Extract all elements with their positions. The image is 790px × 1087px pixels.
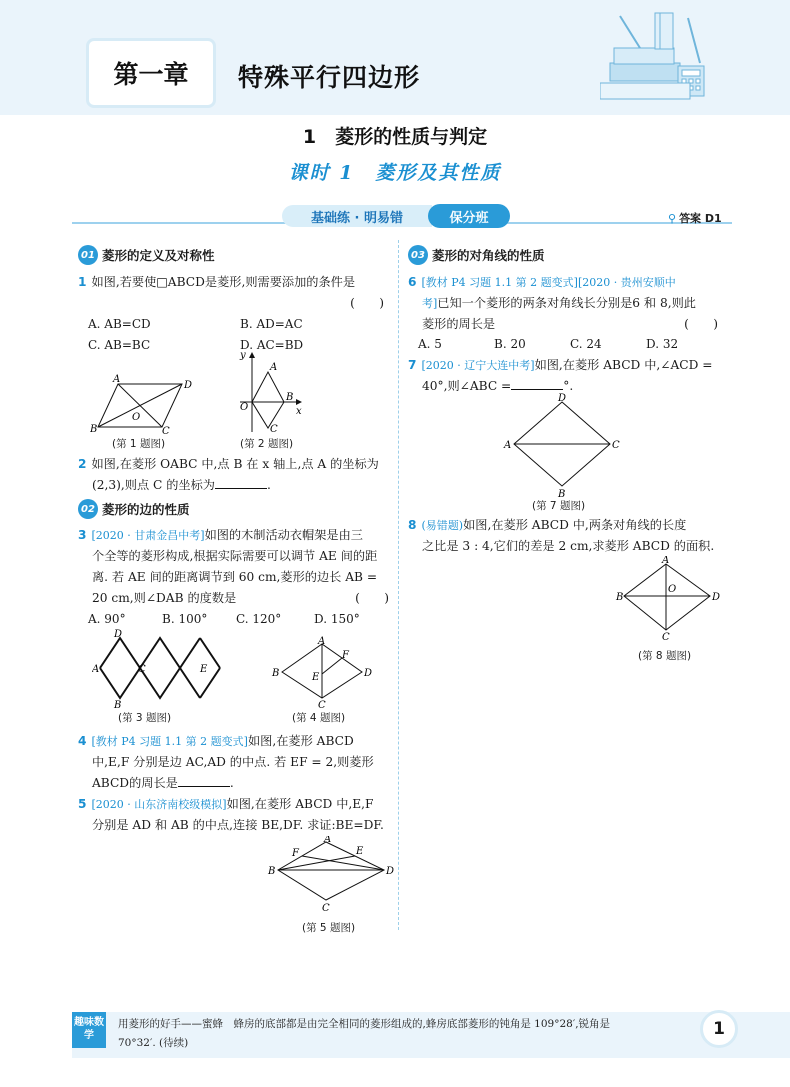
- topic-label: 菱形的定义及对称性: [102, 248, 215, 263]
- topic-number-badge: 01: [78, 245, 98, 265]
- topic-label: 菱形的对角线的性质: [432, 248, 545, 263]
- answer-blank[interactable]: [215, 476, 267, 489]
- label-A: A: [504, 440, 512, 451]
- figure-q7: [502, 392, 626, 498]
- question-5: 5 [2020 · 山东济南校级模拟]如图,在菱形 ABCD 中,E,F 分别是 AD 和 AB 的中点,连接 BE,DF. 求证:BE=DF.: [78, 797, 384, 832]
- stationery-illustration: [600, 8, 710, 108]
- label-E: E: [356, 846, 364, 857]
- q6-options: A. 5 B. 20 C. 24 D. 32: [418, 337, 679, 351]
- label-E: E: [200, 664, 208, 675]
- tab-guarantee-class: 保分班: [428, 204, 510, 228]
- label-O: O: [240, 402, 249, 413]
- label-x: x: [296, 406, 302, 417]
- fun-math-badge: 趣味数学: [72, 1012, 106, 1048]
- label-y: y: [240, 350, 246, 361]
- label-A: A: [92, 664, 100, 675]
- label-A: A: [318, 636, 326, 647]
- q2-figure-caption: (第 2 题图): [240, 438, 294, 450]
- topic-heading-2: [78, 499, 190, 519]
- label-C: C: [322, 903, 330, 912]
- q4-figure-caption: (第 4 题图): [292, 712, 346, 724]
- answer-blank[interactable]: [511, 377, 563, 390]
- label-O: O: [668, 584, 677, 595]
- figure-q8: [614, 556, 722, 644]
- figure-q2: [232, 350, 312, 434]
- label-B: B: [268, 866, 276, 877]
- label-D: D: [114, 629, 123, 640]
- question-7: 7 [2020 · 辽宁大连中考]如图,在菱形 ABCD 中,∠ACD = 40°,则∠ABC = °.: [408, 358, 713, 393]
- label-D: D: [364, 668, 373, 679]
- label-D: D: [184, 380, 193, 391]
- topic-number-badge: 03: [408, 245, 428, 265]
- q5-figure-caption: (第 5 题图): [302, 922, 356, 934]
- q3-figure-caption: (第 3 题图): [118, 712, 172, 724]
- label-C: C: [318, 700, 326, 710]
- topic-heading-1: [78, 245, 215, 265]
- tab-basic-practice: 基础练 · 明易错: [282, 205, 432, 227]
- label-B: B: [90, 424, 98, 434]
- label-B: B: [114, 700, 122, 708]
- label-B: B: [272, 668, 280, 679]
- question-1: 1 如图,若要使□ABCD是菱形,则需要添加的条件是 ( ): [78, 275, 384, 310]
- answer-blank[interactable]: [178, 774, 230, 787]
- label-B: B: [286, 392, 294, 403]
- label-D: D: [386, 866, 395, 877]
- label-C: C: [162, 426, 170, 434]
- label-B: B: [616, 592, 624, 603]
- figure-q5: [266, 836, 396, 912]
- question-4: 4 [教材 P4 习题 1.1 第 2 题变式]如图,在菱形 ABCD 中,E,F 分别是边 AC,AD 的中点. 若 EF = 2,则菱形 ABCD的周长是 .: [78, 734, 374, 790]
- footer-note: 用菱形的好手——蜜蜂 蜂房的底部都是由完全相同的菱形组成的,蜂房底部菱形的钝角是 109°28′,锐角是 70°32′. (待续): [118, 1018, 611, 1049]
- q7-figure-caption: (第 7 题图): [532, 500, 586, 512]
- question-6: 6 [教材 P4 习题 1.1 第 2 题变式][2020 · 贵州安顺中 考]已知一个菱形的两条对角线长分别是6 和 8,则此 菱形的周长是 ( ): [408, 275, 718, 331]
- chapter-label: 第一章: [86, 38, 216, 108]
- label-F: F: [342, 650, 349, 661]
- label-D: D: [712, 592, 721, 603]
- label-D: D: [558, 393, 567, 404]
- q1-options-left: A. AB=CD C. AB=BC: [88, 317, 151, 352]
- label-C: C: [662, 632, 670, 643]
- answer-reference: ⚲ 答案 D1: [668, 212, 722, 225]
- chapter-title: 特殊平行四边形: [238, 63, 421, 92]
- runner-icon: ⚲: [668, 212, 677, 225]
- q3-options: A. 90° B. 100° C. 120° D. 150°: [88, 612, 360, 626]
- label-O: O: [132, 412, 141, 423]
- label-A: A: [270, 362, 278, 373]
- label-A: A: [662, 556, 670, 566]
- q8-figure-caption: (第 8 题图): [638, 650, 692, 662]
- question-8: 8 (易错题)如图,在菱形 ABCD 中,两条对角线的长度 之比是 3 : 4,它们的差是 2 cm,求菱形 ABCD 的面积.: [408, 518, 715, 553]
- label-C: C: [612, 440, 620, 451]
- label-C: C: [270, 424, 278, 434]
- page-number: 1: [700, 1010, 738, 1048]
- topic-number-badge: 02: [78, 499, 98, 519]
- label-B: B: [558, 489, 566, 498]
- section-title: 1 菱形的性质与判定: [302, 126, 488, 148]
- lesson-title: 课时 1 菱形及其性质: [288, 162, 502, 184]
- label-A: A: [113, 374, 121, 385]
- q1-options-right: B. AD=AC D. AC=BD: [240, 317, 304, 352]
- question-3: 3 [2020 · 甘肃金昌中考]如图的木制活动衣帽架是由三 个全等的菱形构成,根据实际需要可以调节 AE 间的距 离. 若 AE 间的距离调节到 60 cm,菱形的边长 AB = 20 cm,则∠DAB 的度数是 ( ): [78, 528, 389, 605]
- column-divider: [398, 240, 399, 930]
- label-C: C: [138, 664, 146, 675]
- question-2: 2 如图,在菱形 OABC 中,点 B 在 x 轴上,点 A 的坐标为 (2,3),则点 C 的坐标为 .: [78, 457, 379, 492]
- label-F: F: [292, 848, 299, 859]
- topic-heading-3: [408, 245, 545, 265]
- topic-label: 菱形的边的性质: [102, 502, 190, 517]
- figure-q3: [92, 628, 222, 708]
- figure-q1: [90, 372, 210, 434]
- label-A: A: [324, 836, 332, 845]
- figure-q4: [270, 636, 380, 710]
- label-E: E: [312, 672, 320, 683]
- q1-figure-caption: (第 1 题图): [112, 438, 166, 450]
